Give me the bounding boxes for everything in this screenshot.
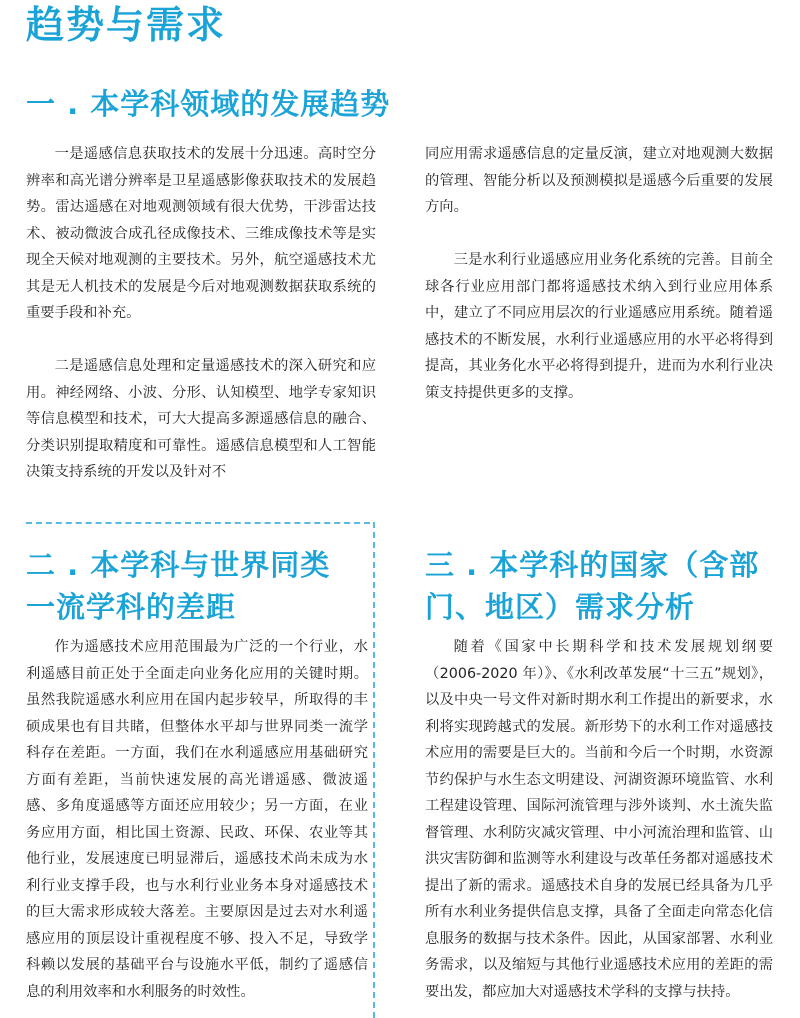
page-title: 趋势与需求 [26,3,227,47]
section3-heading: 三 . 本学科的国家（含部门、地区）需求分析 [425,548,760,624]
section2-body [26,634,368,1005]
section1-left-column [26,141,376,486]
section1-paragraph-3: 三是水利行业遥感应用业务化系统的完善。目前全球各行业应用部门都将遥感技术纳入到行业应用体系中，建立了不同应用层次的行业遥感应用系统。随着遥感技术的不断发展，水利行业遥感应用的水平必将得到提高，其业务化水平必将得到提升，进而为水利行业决策支持提供更多的支撑。 [425,252,773,401]
section3-paragraph: 随着《国家中长期科学和技术发展规划纲要（2006-2020 年）》、《水利改革发展“十三五”规划》，以及中央一号文件对新时期水利工作提出的新要求，水利将实现跨越式的发展。新形势下的水利工作对遥感技术应用的需要是巨大的。当前和今后一个时期，水资源节约保护与水生态文明建设、河湖资源环境监管、水利工程建设管理、国际河流管理与涉外谈判、水土流失监督管理、水利防灾减灾管理、中小河流治理和监管、山洪灾害防御和监测等水利建设与改革任务都对遥感技术提出了新的需求。遥感技术自身的发展已经具备为几乎所有水利业务提供信息支撑，具备了全面走向常态化信息服务的数据与技术条件。因此，从国家部署、水利业务需求，以及缩短与其他行业遥感技术应用的差距的需要出发，都应加大对遥感技术学科的支撑与扶持。 [425,639,773,1000]
dashed-divider-vertical [373,522,375,1018]
section2-paragraph: 作为遥感技术应用范围最为广泛的一个行业，水利遥感目前正处于全面走向业务化应用的关键时期。虽然我院遥感水利应用在国内起步较早，所取得的丰硕成果也有目共睹，但整体水平却与世界同类一流学科存在差距。一方面，我们在水利遥感应用基础研究方面有差距，当前快速发展的高光谱遥感、微波遥感、多角度遥感等方面还应用较少；另一方面，在业务应用方面，相比国土资源、民政、环保、农业等其他行业，发展速度已明显滞后，遥感技术尚未成为水利行业支撑手段，也与水利行业业务本身对遥感技术的巨大需求形成较大落差。主要原因是过去对水利遥感应用的顶层设计重视程度不够、投入不足，导致学科赖以发展的基础平台与设施水平低，制约了遥感信息的利用效率和水利服务的时效性。 [26,639,368,1000]
section1-heading: 一 . 本学科领域的发展趋势 [26,87,391,121]
section1-right-column [425,141,773,406]
dashed-divider-horizontal [26,522,370,524]
section1-paragraph-2: 二是遥感信息处理和定量遥感技术的深入研究和应用。神经网络、小波、分形、认知模型、地学专家知识等信息模型和技术，可大大提高多源遥感信息的融合、分类识别提取精度和可靠性。遥感信息模型和人工智能决策支持系统的开发以及针对不 [26,358,376,480]
section3-body [425,634,773,1005]
section1-paragraph-1: 一是遥感信息获取技术的发展十分迅速。高时空分辨率和高光谱分辨率是卫星遥感影像获取技术的发展趋势。雷达遥感在对地观测领域有很大优势，干涉雷达技术、被动微波合成孔径成像技术、三维成像技术等是实现全天候对地观测的主要技术。另外，航空遥感技术尤其是无人机技术的发展是今后对地观测数据获取系统的重要手段和补充。 [26,146,376,321]
section1-paragraph-2-continued: 同应用需求遥感信息的定量反演，建立对地观测大数据的管理、智能分析以及预测模拟是遥感今后重要的发展方向。 [425,146,773,215]
section2-heading: 二 . 本学科与世界同类一流学科的差距 [26,548,331,624]
